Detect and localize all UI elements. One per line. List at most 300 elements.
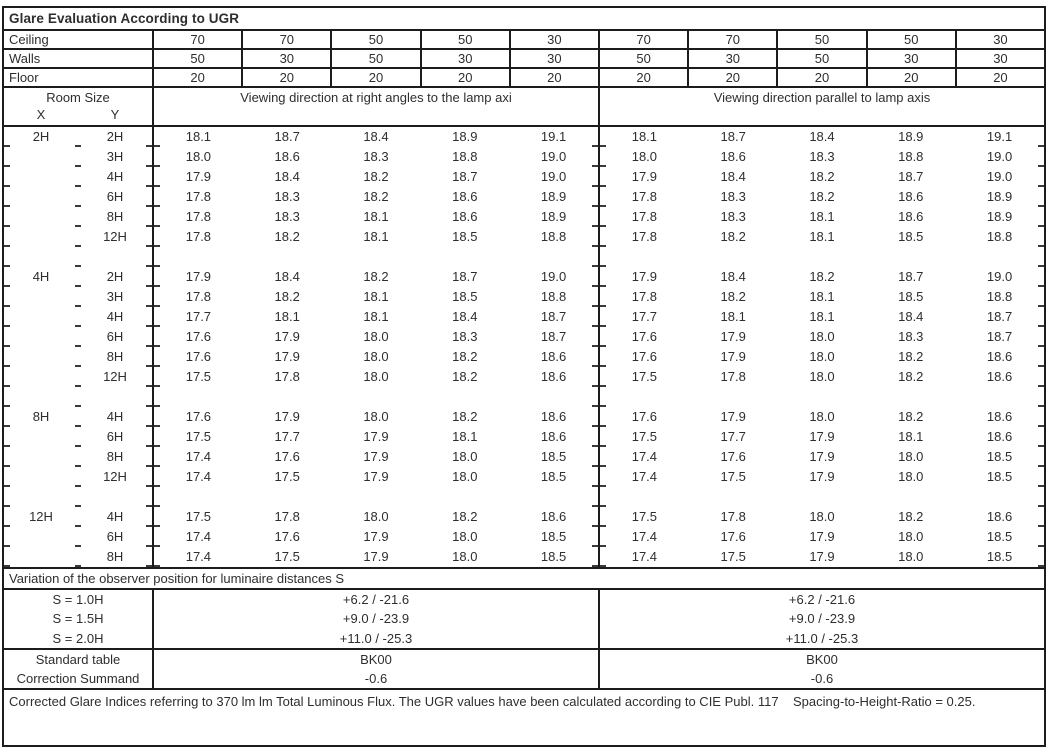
room-size-y: 12H: [78, 227, 154, 247]
ugr-row: [4, 267, 1044, 287]
ugr-value: 18.3: [720, 189, 746, 204]
room-size-x: [4, 387, 78, 407]
ugr-value: 17.5: [185, 509, 212, 524]
surface-value: 20: [778, 69, 867, 86]
room-size-x: [4, 287, 78, 307]
ugr-value: 18.2: [720, 289, 746, 304]
surface-value: 20: [689, 69, 778, 86]
room-size-label: Room Size: [46, 90, 110, 105]
ugr-row: [4, 507, 1044, 527]
surface-row: [4, 50, 1044, 69]
ugr-value: 17.6: [631, 329, 658, 344]
surface-reflectance-rows: [4, 31, 1044, 88]
room-size-x: [4, 307, 78, 327]
ugr-value: 18.1: [809, 309, 835, 324]
room-size-x: [4, 527, 78, 547]
ugr-row: [4, 187, 1044, 207]
surface-value: 70: [243, 31, 332, 48]
ugr-value: 17.5: [274, 469, 300, 484]
room-size-y: 8H: [78, 207, 154, 227]
ugr-value: 17.8: [185, 229, 212, 244]
ugr-value: 18.6: [898, 209, 924, 224]
ugr-value: 18.5: [898, 289, 924, 304]
room-size-y: 6H: [78, 187, 154, 207]
room-size-y: 4H: [78, 507, 154, 527]
ugr-value: 18.4: [452, 309, 478, 324]
room-size-x: [4, 247, 78, 267]
surface-value: 50: [332, 31, 421, 48]
ugr-row: [4, 347, 1044, 367]
summary-values-right: [600, 650, 1044, 688]
surface-value: 30: [511, 31, 600, 48]
ugr-value: 17.4: [631, 549, 658, 564]
ugr-value: 18.7: [509, 327, 600, 347]
ugr-value: 18.4: [720, 269, 746, 284]
surface-row-label: Floor: [4, 69, 154, 86]
footer-section: [4, 690, 1044, 745]
ugr-value: 19.1: [986, 129, 1013, 144]
ugr-row: [4, 147, 1044, 167]
ugr-value: 18.8: [509, 227, 600, 247]
viewing-direction-right-header: Viewing direction parallel to lamp axis: [713, 90, 931, 105]
surface-value: 20: [154, 69, 243, 86]
surface-value: 20: [332, 69, 421, 86]
surface-value: 20: [600, 69, 689, 86]
ugr-value: 17.4: [631, 449, 658, 464]
room-size-x: [4, 347, 78, 367]
ugr-value: 18.0: [809, 349, 835, 364]
ugr-value: [955, 247, 1044, 267]
ugr-values-area: [4, 127, 1044, 569]
ugr-value: 18.0: [185, 149, 212, 164]
ugr-value: 18.8: [986, 289, 1013, 304]
room-size-y: 6H: [78, 327, 154, 347]
ugr-value: 18.2: [898, 349, 924, 364]
x-axis-label: X: [36, 107, 46, 122]
ugr-value: 17.5: [720, 549, 746, 564]
ugr-value: 18.2: [452, 369, 478, 384]
surface-value: 50: [332, 50, 421, 67]
ugr-value: 18.1: [809, 289, 835, 304]
room-size-y: 2H: [78, 127, 154, 147]
ugr-table-sheet: [2, 6, 1046, 747]
ugr-value: [509, 387, 600, 407]
ugr-value: 18.6: [509, 347, 600, 367]
s-values-left: [154, 590, 600, 648]
ugr-value: 18.7: [898, 269, 924, 284]
ugr-value: 18.0: [363, 329, 389, 344]
ugr-value: 18.3: [809, 149, 835, 164]
ugr-value: 17.7: [631, 309, 658, 324]
ugr-value: [866, 247, 955, 267]
ugr-value: 18.6: [986, 409, 1013, 424]
variation-section-title: Variation of the observer position for luminaire distances S: [4, 569, 1044, 590]
ugr-value: 17.6: [274, 449, 300, 464]
ugr-value: 18.9: [509, 207, 600, 227]
ugr-value: 18.8: [898, 149, 924, 164]
ugr-value: 18.1: [809, 229, 835, 244]
ugr-value: 19.1: [509, 127, 600, 147]
ugr-value: 18.6: [986, 429, 1013, 444]
observer-variation-section: [4, 590, 1044, 650]
summary-value: BK00: [360, 652, 392, 667]
ugr-value: 17.8: [720, 509, 746, 524]
room-size-y: [78, 247, 154, 267]
ugr-value: [955, 487, 1044, 507]
s-distance-label: S = 2.0H: [52, 630, 104, 646]
ugr-value: [866, 487, 955, 507]
summary-label: Standard table: [35, 652, 121, 667]
ugr-value: 18.8: [509, 287, 600, 307]
ugr-value: 18.1: [363, 209, 389, 224]
ugr-value: [778, 247, 867, 267]
room-size-y: 2H: [78, 267, 154, 287]
surface-value: 50: [778, 31, 867, 48]
ugr-value: 18.4: [720, 169, 746, 184]
ugr-value: 18.4: [809, 129, 835, 144]
surface-value: 70: [600, 31, 689, 48]
ugr-value: 17.8: [631, 289, 658, 304]
ugr-value: 17.8: [185, 289, 212, 304]
surface-value: 30: [689, 50, 778, 67]
room-size-header: [4, 88, 154, 125]
s-variation-value: +11.0 / -25.3: [785, 630, 859, 646]
room-size-x: [4, 547, 78, 567]
ugr-row: [4, 547, 1044, 567]
surface-row: [4, 31, 1044, 50]
ugr-value: 18.7: [720, 129, 746, 144]
room-size-y: 4H: [78, 167, 154, 187]
ugr-value: 19.0: [986, 269, 1013, 284]
ugr-value: 18.9: [898, 129, 924, 144]
s-variation-value: +6.2 / -21.6: [342, 592, 410, 608]
ugr-value: 18.9: [986, 189, 1013, 204]
ugr-row: [4, 127, 1044, 147]
surface-value: 50: [868, 31, 957, 48]
table-header-row: [4, 88, 1044, 127]
ugr-value: 18.0: [452, 549, 478, 564]
s-distance-label: S = 1.0H: [52, 592, 104, 608]
surface-value: 20: [511, 69, 600, 86]
ugr-value: [154, 387, 243, 407]
room-size-x: [4, 207, 78, 227]
ugr-value: 18.6: [509, 427, 600, 447]
ugr-value: 18.1: [452, 429, 478, 444]
surface-row-values: [154, 50, 1044, 67]
ugr-value: 17.8: [631, 229, 658, 244]
ugr-value: 18.6: [452, 209, 478, 224]
ugr-value: 17.4: [185, 449, 212, 464]
y-axis-label: Y: [110, 107, 120, 122]
ugr-value: 18.5: [509, 547, 600, 567]
ugr-value: [154, 487, 243, 507]
ugr-value: 17.6: [631, 349, 658, 364]
room-size-y: 4H: [78, 407, 154, 427]
ugr-value: 17.9: [809, 529, 835, 544]
room-size-x: [4, 227, 78, 247]
surface-value: 20: [422, 69, 511, 86]
ugr-value: 18.7: [986, 309, 1013, 324]
ugr-value: 17.9: [720, 409, 746, 424]
ugr-value: [509, 247, 600, 267]
summary-value: -0.6: [364, 671, 388, 686]
ugr-value: 18.1: [809, 209, 835, 224]
ugr-value: 18.2: [363, 189, 389, 204]
ugr-value: 19.0: [986, 149, 1013, 164]
ugr-value: 17.9: [185, 169, 212, 184]
s-variation-value: +9.0 / -23.9: [342, 611, 410, 627]
ugr-value: [689, 247, 778, 267]
s-distance-labels: [4, 590, 154, 648]
ugr-value: [955, 387, 1044, 407]
room-size-x: [4, 187, 78, 207]
room-size-y: 6H: [78, 527, 154, 547]
ugr-value: 18.4: [274, 169, 300, 184]
room-size-x: 4H: [32, 269, 50, 284]
ugr-value: 18.6: [720, 149, 746, 164]
ugr-value: 17.9: [185, 269, 212, 284]
room-size-x: [4, 167, 78, 187]
ugr-value: 17.5: [631, 429, 658, 444]
ugr-value: 18.2: [452, 409, 478, 424]
room-size-y: [78, 487, 154, 507]
ugr-value: 18.5: [509, 467, 600, 487]
ugr-value: 17.9: [274, 349, 300, 364]
ugr-value: [420, 247, 509, 267]
ugr-value: 18.4: [363, 129, 389, 144]
ugr-value: 17.5: [185, 369, 212, 384]
ugr-value: 19.0: [509, 147, 600, 167]
ugr-row: [4, 227, 1044, 247]
room-size-y: 8H: [78, 347, 154, 367]
summary-value: -0.6: [810, 671, 834, 686]
ugr-row: [4, 207, 1044, 227]
surface-value: 50: [778, 50, 867, 67]
ugr-value: 17.4: [631, 469, 658, 484]
ugr-row: [4, 327, 1044, 347]
ugr-row: [4, 167, 1044, 187]
ugr-value: 19.0: [509, 167, 600, 187]
ugr-value: 18.3: [363, 149, 389, 164]
page-title: Glare Evaluation According to UGR: [4, 8, 1044, 31]
ugr-value: 18.7: [452, 269, 478, 284]
ugr-value: 18.5: [452, 289, 478, 304]
ugr-value: 17.9: [809, 469, 835, 484]
summary-values-left: [154, 650, 600, 688]
room-size-y: 8H: [78, 547, 154, 567]
ugr-value: 18.7: [509, 307, 600, 327]
surface-value: 50: [422, 31, 511, 48]
ugr-value: 18.1: [274, 309, 300, 324]
room-size-y: 12H: [78, 467, 154, 487]
ugr-value: 18.2: [809, 169, 835, 184]
ugr-value: 18.3: [274, 189, 300, 204]
ugr-value: 17.7: [720, 429, 746, 444]
ugr-value: 17.6: [720, 449, 746, 464]
ugr-value: 18.1: [631, 129, 658, 144]
spacer-row: [4, 387, 1044, 407]
summary-section: [4, 650, 1044, 690]
ugr-value: 17.9: [809, 449, 835, 464]
ugr-value: [778, 387, 867, 407]
ugr-value: 18.2: [809, 269, 835, 284]
ugr-value: 18.2: [898, 509, 924, 524]
ugr-value: 18.7: [452, 169, 478, 184]
s-variation-value: +9.0 / -23.9: [788, 611, 856, 627]
spacer-row: [4, 487, 1044, 507]
ugr-value: [420, 487, 509, 507]
ugr-value: 17.9: [363, 469, 389, 484]
surface-value: 70: [689, 31, 778, 48]
ugr-value: 17.8: [631, 209, 658, 224]
surface-value: 20: [243, 69, 332, 86]
ugr-row: [4, 427, 1044, 447]
ugr-value: 19.0: [509, 267, 600, 287]
ugr-value: [243, 247, 332, 267]
s-values-right: [600, 590, 1044, 648]
ugr-value: 17.9: [363, 449, 389, 464]
room-size-x: [4, 487, 78, 507]
ugr-value: 18.1: [363, 309, 389, 324]
ugr-value: 18.2: [898, 369, 924, 384]
ugr-value: 18.0: [631, 149, 658, 164]
ugr-value: 18.0: [898, 549, 924, 564]
room-size-y: 8H: [78, 447, 154, 467]
ugr-value: 19.0: [986, 169, 1013, 184]
room-size-x: [4, 467, 78, 487]
viewing-direction-left-header: Viewing direction at right angles to the lamp axi: [154, 88, 600, 125]
ugr-value: 18.6: [986, 369, 1013, 384]
room-size-y: 12H: [78, 367, 154, 387]
ugr-value: 18.1: [185, 129, 212, 144]
ugr-value: 18.5: [986, 549, 1013, 564]
summary-labels: [4, 650, 154, 688]
ugr-value: 18.7: [274, 129, 300, 144]
surface-row: [4, 69, 1044, 88]
room-size-y: 6H: [78, 427, 154, 447]
ugr-value: [689, 387, 778, 407]
surface-value: 30: [993, 32, 1008, 47]
ugr-value: 18.2: [452, 349, 478, 364]
s-variation-value: +11.0 / -25.3: [339, 630, 413, 646]
ugr-value: 18.2: [363, 269, 389, 284]
ugr-value: 17.7: [185, 309, 212, 324]
ugr-value: [420, 387, 509, 407]
ugr-value: 17.9: [274, 409, 300, 424]
ugr-value: 17.6: [631, 409, 658, 424]
room-size-x: 2H: [32, 129, 50, 144]
ugr-value: [243, 487, 332, 507]
s-distance-label: S = 1.5H: [52, 611, 104, 627]
ugr-value: 18.6: [986, 509, 1013, 524]
ugr-row: [4, 407, 1044, 427]
surface-row-values: [154, 69, 1044, 86]
ugr-row: [4, 527, 1044, 547]
ugr-value: 17.8: [185, 209, 212, 224]
ugr-value: 18.2: [809, 189, 835, 204]
ugr-value: 17.9: [363, 549, 389, 564]
ugr-row: [4, 307, 1044, 327]
ugr-value: 18.1: [363, 229, 389, 244]
room-size-x: 8H: [32, 409, 50, 424]
ugr-value: 18.7: [986, 329, 1013, 344]
ugr-value: [778, 487, 867, 507]
surface-value: 30: [511, 50, 600, 67]
ugr-value: 18.0: [809, 369, 835, 384]
ugr-value: 18.5: [509, 527, 600, 547]
ugr-value: 18.6: [274, 149, 300, 164]
ugr-value: 18.2: [274, 289, 300, 304]
ugr-value: 17.9: [720, 329, 746, 344]
ugr-value: 18.2: [274, 229, 300, 244]
ugr-value: 17.9: [363, 429, 389, 444]
ugr-value: 18.0: [363, 349, 389, 364]
ugr-value: 18.8: [986, 229, 1013, 244]
ugr-value: [600, 487, 689, 507]
ugr-value: 17.4: [185, 549, 212, 564]
ugr-value: 18.4: [898, 309, 924, 324]
surface-value: 50: [154, 50, 243, 67]
ugr-value: [689, 487, 778, 507]
ugr-value: 18.3: [452, 329, 478, 344]
ugr-value: 18.6: [509, 507, 600, 527]
ugr-value: [332, 247, 421, 267]
ugr-value: 18.3: [274, 209, 300, 224]
ugr-value: 18.5: [509, 447, 600, 467]
ugr-value: 18.5: [986, 469, 1013, 484]
surface-value: 30: [243, 50, 332, 67]
ugr-value: 18.3: [720, 209, 746, 224]
ugr-value: 18.0: [363, 409, 389, 424]
ugr-value: 17.6: [185, 409, 212, 424]
ugr-value: [600, 247, 689, 267]
ugr-value: 17.6: [274, 529, 300, 544]
ugr-value: 17.8: [185, 189, 212, 204]
surface-value: 30: [422, 50, 511, 67]
ugr-value: 18.0: [898, 529, 924, 544]
ugr-value: 17.6: [720, 529, 746, 544]
ugr-value: 18.2: [363, 169, 389, 184]
room-size-y: 3H: [78, 287, 154, 307]
surface-value: 30: [868, 50, 957, 67]
ugr-value: 18.5: [452, 229, 478, 244]
ugr-value: [332, 487, 421, 507]
room-size-y: 3H: [78, 147, 154, 167]
ugr-row: [4, 367, 1044, 387]
ugr-value: 17.5: [274, 549, 300, 564]
ugr-value: 17.9: [363, 529, 389, 544]
surface-value: 20: [993, 70, 1008, 85]
ugr-value: 17.4: [185, 529, 212, 544]
ugr-value: 17.6: [185, 329, 212, 344]
ugr-value: 18.0: [363, 369, 389, 384]
ugr-value: 18.5: [986, 529, 1013, 544]
ugr-value: 18.0: [452, 469, 478, 484]
ugr-value: 17.9: [631, 169, 658, 184]
ugr-value: 18.6: [898, 189, 924, 204]
ugr-value: 17.8: [720, 369, 746, 384]
room-size-y: [78, 387, 154, 407]
ugr-value: 18.4: [274, 269, 300, 284]
ugr-value: 18.2: [898, 409, 924, 424]
ugr-value: 18.7: [898, 169, 924, 184]
ugr-value: 17.9: [274, 329, 300, 344]
ugr-value: 18.6: [509, 367, 600, 387]
ugr-value: [600, 387, 689, 407]
ugr-value: 18.1: [898, 429, 924, 444]
ugr-value: 18.2: [720, 229, 746, 244]
room-size-x: [4, 427, 78, 447]
